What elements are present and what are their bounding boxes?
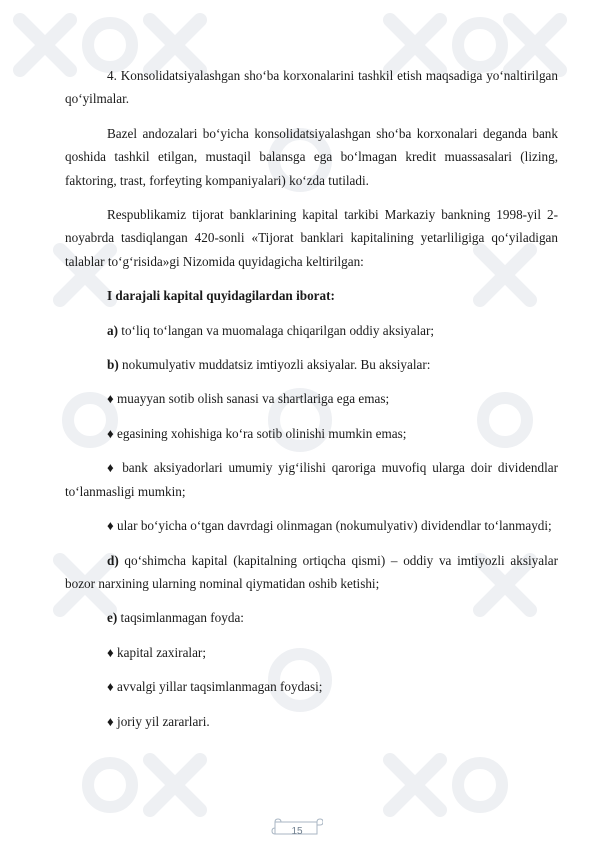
list-text-b: nokumulyativ muddatsiz imtiyozli aksiyalar. Bu aksiyalar: — [118, 357, 431, 373]
paragraph-1: 4. Konsolidatsiyalashgan sho‘ba korxonalarini tashkil etish maqsadiga yo‘naltirilgan qo‘yilmalar. — [65, 68, 558, 107]
paragraph-2: Bazel andozalari bo‘yicha konsolidatsiyalashgan sho‘ba korxonalari deganda bank qoshida tashkil etilgan, mustaqil balansga ega bo‘lmagan kredit muassasalari (lizing, faktoring, trast, forfeyting kompaniyalari) ko‘zda tutiladi. — [65, 125, 558, 188]
bullet-item-7: ♦ joriy yil zararlari. — [107, 713, 210, 729]
list-text-e: taqsimlanmagan foyda: — [117, 610, 244, 626]
list-item-a — [65, 319, 558, 342]
list-text-a: to‘liq to‘langan va muomalaga chiqarilgan oddiy aksiyalar; — [118, 322, 435, 338]
bullet-item-5: ♦ kapital zaxiralar; — [107, 644, 206, 660]
document-body — [65, 64, 558, 744]
list-marker-a: a) — [107, 322, 118, 338]
section-heading: I darajali kapital quyidagilardan iborat: — [107, 288, 335, 304]
list-marker-b: b) — [107, 357, 119, 373]
bullet-item-1: ♦ muayyan sotib olish sanasi va shartlariga ega emas; — [107, 391, 390, 407]
bullet-item-4: ♦ ular bo‘yicha o‘tgan davrdagi olinmagan (nokumulyativ) dividendlar to‘lanmaydi; — [107, 518, 552, 534]
list-marker-e: e) — [107, 610, 118, 626]
bullet-item-6: ♦ avvalgi yillar taqsimlanmagan foydasi; — [107, 679, 323, 695]
page-number-scroll — [271, 818, 323, 836]
list-marker-d: d) — [107, 552, 119, 568]
list-item-e — [65, 606, 558, 629]
list-item-b — [65, 353, 558, 376]
bullet-item-2: ♦ egasining xohishiga ko‘ra sotib olinishi mumkin emas; — [107, 425, 407, 441]
page-number: 15 — [291, 826, 303, 837]
list-item-d — [65, 549, 558, 596]
paragraph-3: Respublikamiz tijorat banklarining kapital tarkibi Markaziy bankning 1998-yil 2-noyabrda tasdiqlangan 420-sonli «Tijorat banklari kapitalining yetarliligiga qo‘yiladigan talablar to‘g‘risida»gi Nizomida quyidagicha keltirilgan: — [65, 207, 558, 269]
bullet-item-3: ♦ bank aksiyadorlari umumiy yig‘ilishi qaroriga muvofiq ularga doir dividendlar to‘lanmasligi mumkin; — [65, 460, 558, 499]
list-text-d: qo‘shimcha kapital (kapitalning ortiqcha qismi) – oddiy va imtiyozli aksiyalar bozor narxining ularning nominal qiymatidan oshib ketishi; — [65, 552, 558, 591]
